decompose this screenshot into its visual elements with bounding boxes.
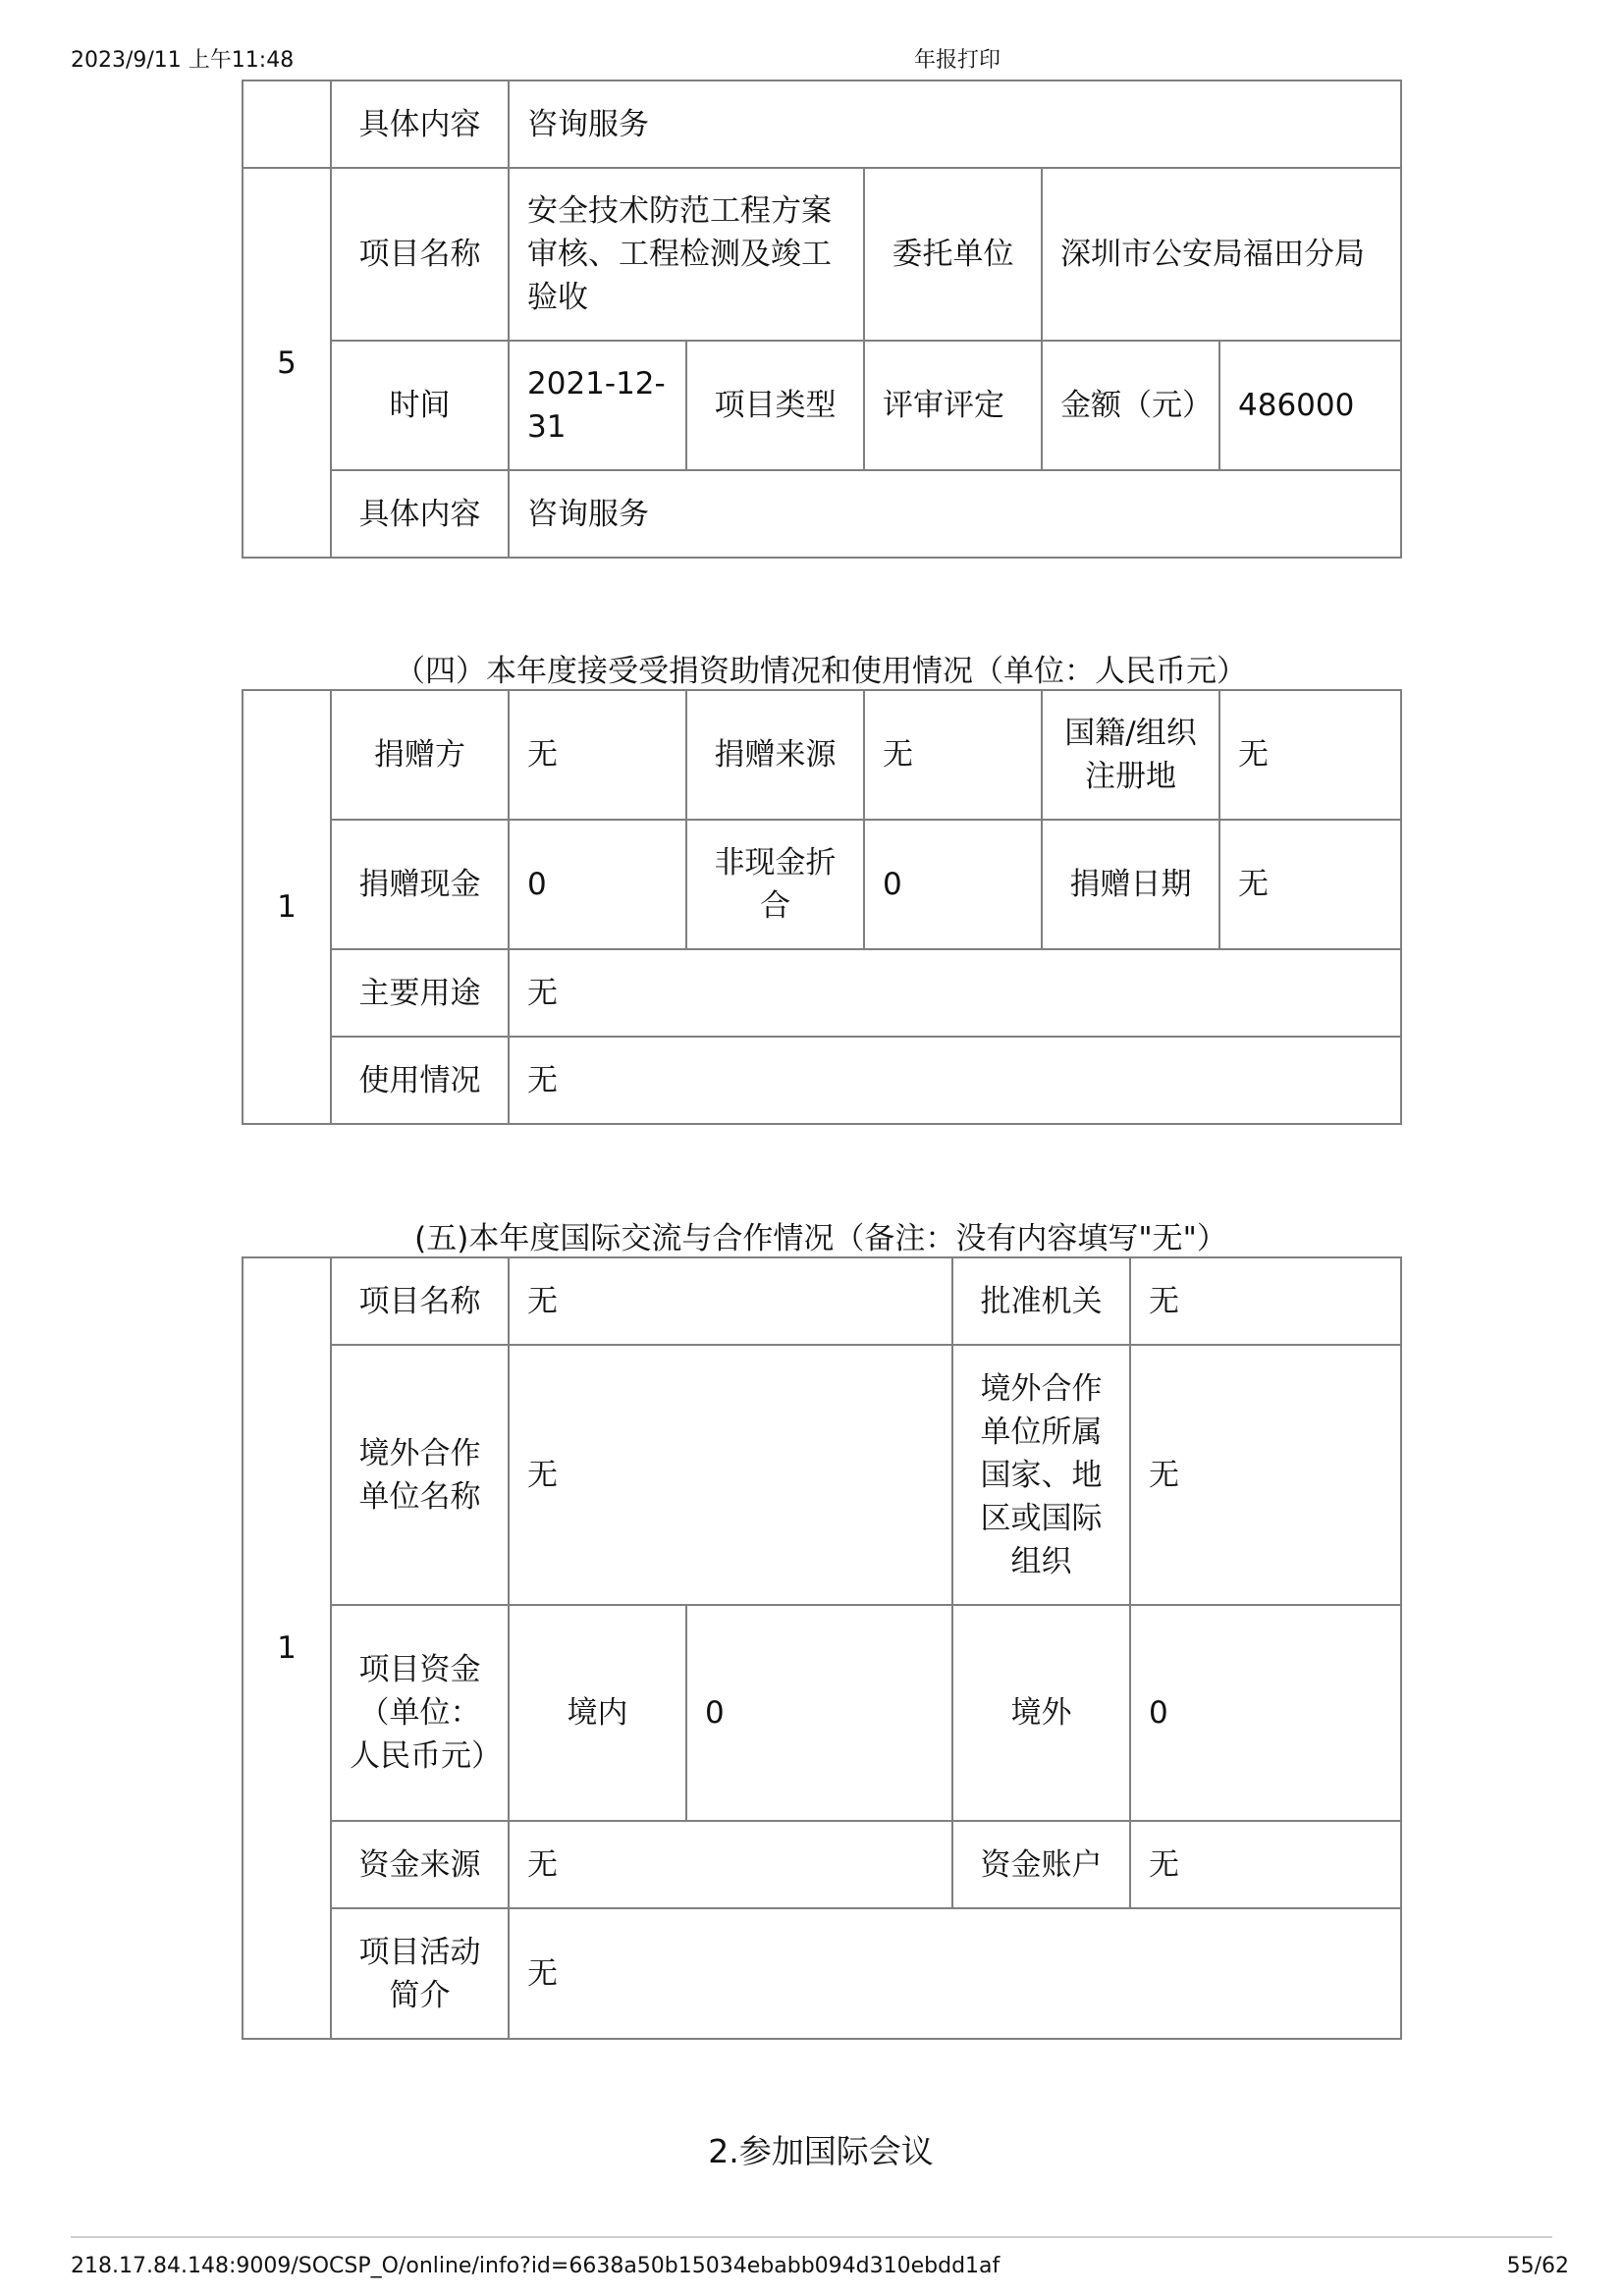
partner-country-label: 境外合作单位所属国家、地区或国际组织 xyxy=(952,1345,1130,1605)
partner-country-value: 无 xyxy=(1130,1345,1401,1605)
overseas-funds-label: 境外 xyxy=(952,1605,1130,1821)
table-row xyxy=(243,80,1401,168)
cash-label: 捐赠现金 xyxy=(331,820,509,949)
international-section-title: (五)本年度国际交流与合作情况（备注：没有内容填写"无"） xyxy=(414,1221,1227,1256)
fund-account-label: 资金账户 xyxy=(952,1821,1130,1908)
donation-source-value: 无 xyxy=(864,690,1042,820)
content-label: 具体内容 xyxy=(331,470,509,558)
table-row xyxy=(243,1345,1401,1605)
project-name-value: 无 xyxy=(509,1257,952,1345)
client-value: 深圳市公安局福田分局 xyxy=(1042,168,1401,341)
noncash-value: 0 xyxy=(864,820,1042,949)
row-index: 5 xyxy=(243,168,331,558)
table-row xyxy=(243,470,1401,558)
donation-date-value: 无 xyxy=(1219,820,1401,949)
content-value: 咨询服务 xyxy=(509,80,1401,168)
table-row xyxy=(243,1908,1401,2039)
overseas-funds-value: 0 xyxy=(1130,1605,1401,1821)
fund-source-value: 无 xyxy=(509,1821,952,1908)
fund-account-value: 无 xyxy=(1130,1821,1401,1908)
noncash-label: 非现金折合 xyxy=(686,820,864,949)
content-label: 具体内容 xyxy=(331,80,509,168)
footer-url: 218.17.84.148:9009/SOCSP_O/online/info?id=6638a50b15034ebabb094d310ebdd1af xyxy=(71,2254,1001,2278)
donations-section-title: （四）本年度接受受捐资助情况和使用情况（单位：人民币元） xyxy=(395,654,1247,689)
page-number: 55/62 xyxy=(1506,2254,1569,2278)
approval-authority-label: 批准机关 xyxy=(952,1257,1130,1345)
donor-label: 捐赠方 xyxy=(331,690,509,820)
donation-source-label: 捐赠来源 xyxy=(686,690,864,820)
country-label: 国籍/组织注册地 xyxy=(1042,690,1219,820)
table-row xyxy=(243,820,1401,949)
project-type-label: 项目类型 xyxy=(686,341,864,470)
table-row xyxy=(243,1605,1401,1821)
project-name-value: 安全技术防范工程方案审核、工程检测及竣工验收 xyxy=(509,168,864,341)
table-row xyxy=(243,949,1401,1037)
row-index: 1 xyxy=(243,690,331,1124)
time-value: 2021-12-31 xyxy=(509,341,686,470)
index-cell xyxy=(243,80,331,168)
usage-label: 使用情况 xyxy=(331,1037,509,1124)
amount-value: 486000 xyxy=(1219,341,1401,470)
footer-divider xyxy=(71,2236,1552,2238)
cash-value: 0 xyxy=(509,820,686,949)
approval-authority-value: 无 xyxy=(1130,1257,1401,1345)
table-row xyxy=(243,1037,1401,1124)
row-index: 1 xyxy=(243,1257,331,2039)
project-type-value: 评审评定 xyxy=(864,341,1042,470)
project-name-label: 项目名称 xyxy=(331,168,509,341)
project-name-label: 项目名称 xyxy=(331,1257,509,1345)
time-label: 时间 xyxy=(331,341,509,470)
purpose-value: 无 xyxy=(509,949,1401,1037)
usage-value: 无 xyxy=(509,1037,1401,1124)
page-title: 年报打印 xyxy=(913,48,1001,73)
amount-label: 金额（元） xyxy=(1042,341,1219,470)
domestic-funds-label: 境内 xyxy=(509,1605,686,1821)
fund-source-label: 资金来源 xyxy=(331,1821,509,1908)
international-table xyxy=(242,1256,1402,2040)
table-row xyxy=(243,1821,1401,1908)
table-row xyxy=(243,168,1401,341)
country-value: 无 xyxy=(1219,690,1401,820)
donor-value: 无 xyxy=(509,690,686,820)
conference-section-title: 2.参加国际会议 xyxy=(708,2132,934,2170)
domestic-funds-value: 0 xyxy=(686,1605,952,1821)
partner-name-value: 无 xyxy=(509,1345,952,1605)
client-label: 委托单位 xyxy=(864,168,1042,341)
content-value: 咨询服务 xyxy=(509,470,1401,558)
purpose-label: 主要用途 xyxy=(331,949,509,1037)
donations-table xyxy=(242,689,1402,1125)
partner-name-label: 境外合作单位名称 xyxy=(331,1345,509,1605)
project-table xyxy=(242,80,1402,559)
table-row xyxy=(243,1257,1401,1345)
donation-date-label: 捐赠日期 xyxy=(1042,820,1219,949)
table-row xyxy=(243,690,1401,820)
print-datetime: 2023/9/11 上午11:48 xyxy=(71,48,295,73)
project-funds-label: 项目资金（单位：人民币元） xyxy=(331,1605,509,1821)
activity-intro-label: 项目活动简介 xyxy=(331,1908,509,2039)
table-row xyxy=(243,341,1401,470)
activity-intro-value: 无 xyxy=(509,1908,1401,2039)
